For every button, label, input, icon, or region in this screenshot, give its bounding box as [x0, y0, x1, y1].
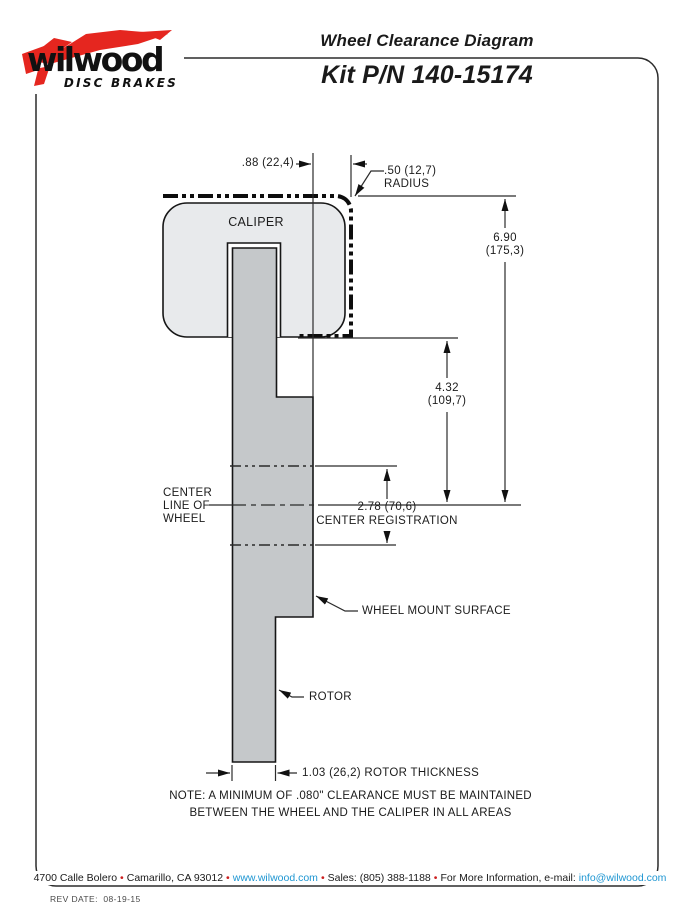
rev-date-label: REV DATE:	[50, 894, 98, 904]
footer-bullet: •	[320, 872, 325, 884]
kit-part-number: Kit P/N 140-15174	[321, 61, 533, 89]
footer-sales-phone: Sales: (805) 388-1188	[327, 872, 431, 884]
rotor-label: ROTOR	[309, 691, 352, 703]
dim-overall-height	[460, 232, 550, 258]
rev-date-value: 08-19-15	[103, 894, 141, 904]
footer-contact-line	[25, 871, 676, 885]
dim-radius-value: .50 (12,7)	[384, 165, 437, 177]
footer-city: Camarillo, CA 93012	[126, 872, 224, 884]
wheel-mount-surface-leader	[316, 596, 358, 611]
centerline-label-line3: WHEEL	[163, 512, 206, 525]
dim-caliper-to-center-metric: (109,7)	[427, 395, 467, 407]
footer-website-link[interactable]: www.wilwood.com	[232, 872, 318, 884]
footer-info-prefix: For More Information, e-mail:	[440, 872, 576, 884]
clearance-note-line1: NOTE: A MINIMUM OF .080" CLEARANCE MUST BE MAINTAINED	[169, 790, 532, 802]
centerline-label-line1: CENTER	[163, 487, 213, 499]
footer	[0, 871, 700, 885]
dim-center-registration-label: CENTER REGISTRATION	[316, 514, 458, 527]
dim-radius	[384, 165, 436, 191]
footer-bullet: •	[433, 872, 438, 884]
dim-center-registration-value: 2.78 (70,6)	[357, 501, 417, 513]
dim-caliper-to-center-value: 4.32	[435, 382, 459, 394]
wilwood-logo-art	[20, 24, 184, 94]
wheel-mount-surface-label: WHEEL MOUNT SURFACE	[362, 605, 511, 617]
page-title: Wheel Clearance Diagram	[320, 31, 534, 50]
dim-overall-height-metric: (175,3)	[485, 245, 525, 257]
dim-rotor-thickness: 1.03 (26,2) ROTOR THICKNESS	[302, 767, 480, 779]
footer-bullet: •	[226, 872, 230, 884]
logo-tagline-text: DISC BRAKES	[63, 76, 178, 90]
logo-brand-text: wilwood	[27, 40, 163, 79]
centerline-label-line2: LINE OF	[163, 499, 210, 512]
footer-bullet: •	[120, 872, 124, 884]
sheet-border	[33, 58, 658, 886]
dim-overall-height-value: 6.90	[493, 232, 517, 244]
wheel-centerline-label	[163, 487, 212, 525]
dim-center-registration	[307, 501, 467, 528]
dim-radius-label: RADIUS	[384, 178, 430, 190]
clearance-note-line2: BETWEEN THE WHEEL AND THE CALIPER IN ALL AREAS	[189, 806, 512, 819]
caliper-label: CALIPER	[228, 215, 284, 229]
rev-date	[50, 894, 141, 904]
wilwood-logo	[20, 24, 184, 94]
footer-email-link[interactable]: info@wilwood.com	[578, 872, 667, 884]
clearance-note	[98, 788, 603, 821]
footer-address: 4700 Calle Bolero	[33, 872, 118, 884]
dim-wheel-offset: .88 (22,4)	[241, 157, 294, 169]
radius-leader	[355, 171, 384, 196]
rotor-leader	[279, 690, 304, 697]
dim-caliper-to-center	[402, 382, 492, 408]
